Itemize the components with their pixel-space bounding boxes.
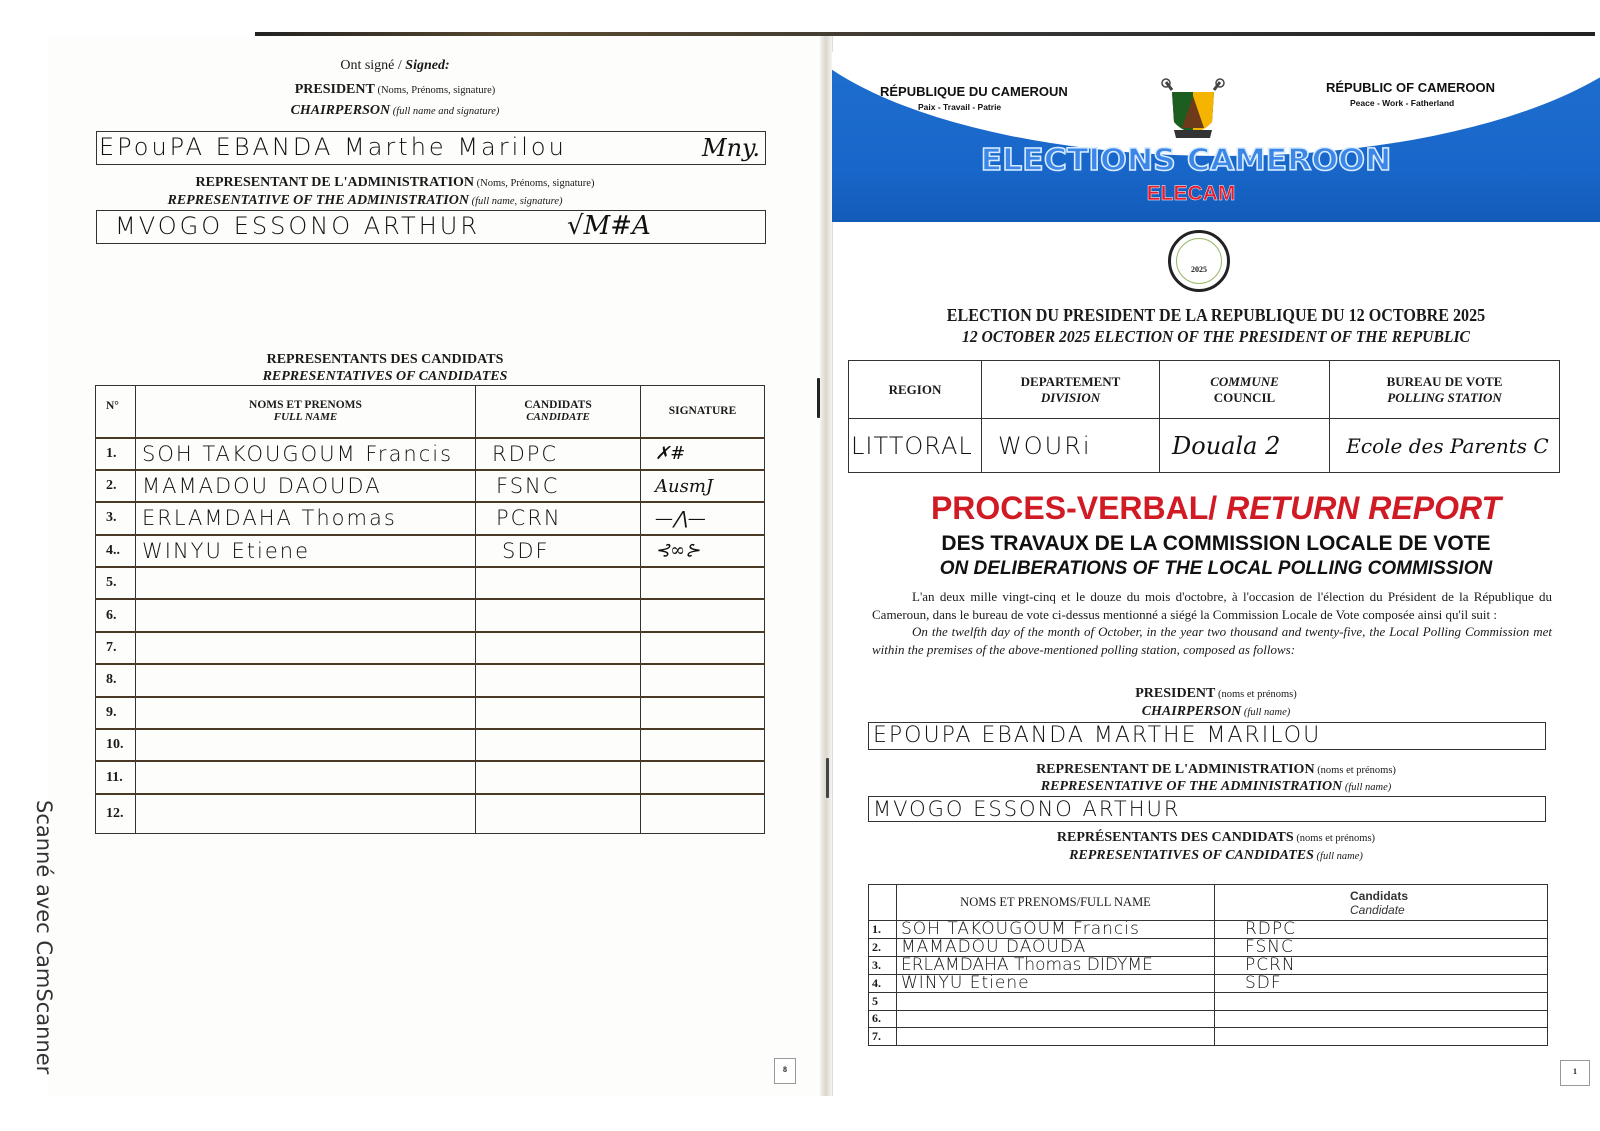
rep-name-cell[interactable]: ERLAMDAHA Thomas DIDYME [897, 957, 1215, 975]
signature-cell[interactable] [641, 599, 765, 631]
table-row: 1. SOH TAKOUGOUM Francis RDPC [869, 921, 1548, 939]
table-row: 8. [96, 664, 765, 696]
table-row: 2. MAMADOU DAOUDA FSNC [869, 939, 1548, 957]
polling-station-field[interactable]: Ecole des Parents C [1330, 419, 1560, 473]
council-field[interactable]: Douala 2 [1160, 419, 1330, 473]
r-administration-name-field[interactable]: MVOGO ESSONO ARTHUR [868, 796, 1546, 822]
signature-cell[interactable]: —⋀— [641, 502, 765, 534]
header-number [869, 885, 897, 921]
rep-name-cell[interactable] [136, 664, 476, 696]
signature-cell[interactable]: AusmJ [641, 470, 765, 502]
header-division: DEPARTEMENT DIVISION [982, 361, 1160, 419]
header-polling-station: BUREAU DE VOTE POLLING STATION [1330, 361, 1560, 419]
signature-cell[interactable] [641, 567, 765, 599]
binding-mark [826, 758, 829, 798]
table-row: 7. [869, 1028, 1548, 1046]
table-row: 11. [96, 761, 765, 793]
candidate-cell[interactable]: SDF [476, 535, 641, 567]
candidate-cell[interactable] [1215, 993, 1548, 1011]
r-president-label-fr: PRESIDENT (noms et prénoms) [1135, 686, 1297, 701]
org-name: ELECTIONS CAMEROON [980, 143, 1392, 178]
president-name-field[interactable] [96, 131, 766, 165]
signature-cell[interactable] [641, 697, 765, 729]
candidate-cell[interactable] [476, 664, 641, 696]
rep-name-cell[interactable]: MAMADOU DAOUDA [897, 939, 1215, 957]
rep-name-cell[interactable] [136, 697, 476, 729]
r-candidates-title-fr: REPRÉSENTANTS DES CANDIDATS (noms et prénoms) [1056, 830, 1376, 845]
intro-fr: L'an deux mille vingt-cinq et le douze du mois d'octobre, à l'occasion de l'élection du Président de la République du Cameroun, dans le bureau de vote ci-dessus mentionné a siégé la Commission Locale de Vote composée ainsi qu'il suit : [872, 589, 1552, 622]
header-council: COMMUNE COUNCIL [1160, 361, 1330, 419]
table-header-row [96, 386, 765, 438]
candidate-cell[interactable]: FSNC [476, 470, 641, 502]
header-signature: SIGNATURE [641, 386, 765, 438]
rep-name-cell[interactable]: SOH TAKOUGOUM Francis [897, 921, 1215, 939]
page-number-right: 1 [1560, 1060, 1590, 1086]
candidate-cell[interactable]: SDF [1215, 975, 1548, 993]
candidate-cell[interactable] [1215, 1010, 1548, 1028]
page-number-left: 8 [774, 1058, 796, 1084]
signature-cell[interactable] [641, 729, 765, 761]
table-row: 9. [96, 697, 765, 729]
republic-en: RÉPUBLIC OF CAMEROON [1326, 80, 1495, 95]
rep-name-cell[interactable] [136, 567, 476, 599]
intro-en: On the twelfth day of the month of October, in the year two thousand and twenty-five, the Local Polling Commission met within the premises of the above-mentioned polling station, composed as follows: [872, 624, 1552, 657]
candidate-cell[interactable] [476, 761, 641, 793]
header-number: N° [96, 386, 136, 438]
president-signature: Mny. [702, 134, 761, 162]
candidate-cell[interactable] [476, 599, 641, 631]
r-candidates-title-en: REPRESENTATIVES OF CANDIDATES (full name) [1069, 848, 1363, 863]
table-row: 2. MAMADOU DAOUDA FSNC AusmJ [96, 470, 765, 502]
rep-name-cell[interactable] [897, 1010, 1215, 1028]
signature-cell[interactable]: ✗# [641, 438, 765, 470]
rep-name-cell[interactable] [136, 632, 476, 664]
administration-name-field[interactable] [96, 210, 766, 244]
rep-name-cell[interactable] [136, 794, 476, 834]
org-acronym: ELECAM [1146, 182, 1236, 205]
table-row: 4.. WINYU Etiene SDF ⊰∞⊱ [96, 535, 765, 567]
candidate-cell[interactable]: FSNC [1215, 939, 1548, 957]
r-president-name-field[interactable]: EPOUPA EBANDA MARTHE MARILOU [868, 722, 1546, 750]
page-fold [820, 36, 832, 1096]
rep-name-cell[interactable] [897, 1028, 1215, 1046]
rep-name-cell[interactable]: WINYU Etiene [897, 975, 1215, 993]
table-row: 5 [869, 993, 1548, 1011]
candidate-cell[interactable]: RDPC [1215, 921, 1548, 939]
table-row: 10. [96, 729, 765, 761]
candidate-cell[interactable] [476, 729, 641, 761]
chairperson-label-en: CHAIRPERSON (full name and signature) [290, 103, 500, 118]
motto-fr: Paix - Travail - Patrie [918, 102, 1002, 112]
region-field[interactable]: LITTORAL [849, 419, 982, 473]
table-row: 7. [96, 632, 765, 664]
camscanner-watermark: Scanné avec CamScanner [32, 800, 56, 1075]
candidate-cell[interactable]: PCRN [476, 502, 641, 534]
table-row: 3. ERLAMDAHA Thomas PCRN —⋀— [96, 502, 765, 534]
table-row: 5. [96, 567, 765, 599]
report-title: PROCES-VERBAL/ RETURN REPORT [930, 490, 1502, 526]
r-administration-label-fr: REPRESENTANT DE L'ADMINISTRATION (noms et prénoms) [1036, 762, 1396, 777]
candidate-cell[interactable] [476, 794, 641, 834]
signed-heading: Ont signé / Signed: [340, 58, 450, 73]
seal-year: 2025 [1176, 238, 1222, 284]
signature-cell[interactable] [641, 632, 765, 664]
election-title-fr: ELECTION DU PRESIDENT DE LA REPUBLIQUE DU 12 OCTOBRE 2025 [946, 305, 1486, 325]
rep-name-cell[interactable] [136, 761, 476, 793]
table-header-row [869, 885, 1548, 921]
location-header-row [849, 361, 1560, 419]
r-chairperson-label-en: CHAIRPERSON (full name) [1141, 704, 1291, 719]
division-field[interactable]: WOURi [982, 419, 1160, 473]
header-region: REGION [849, 361, 982, 419]
candidate-cell[interactable] [476, 567, 641, 599]
signature-cell[interactable] [641, 794, 765, 834]
table-row: 12. [96, 794, 765, 834]
coat-of-arms-icon [1158, 78, 1228, 143]
candidate-cell[interactable]: PCRN [1215, 957, 1548, 975]
table-row: 6. [96, 599, 765, 631]
election-title-en: 12 OCTOBER 2025 ELECTION OF THE PRESIDENT OF THE REPUBLIC [962, 327, 1470, 346]
candidate-cell[interactable]: RDPC [476, 438, 641, 470]
intro-paragraph [872, 588, 1552, 658]
candidate-cell[interactable] [1215, 1028, 1548, 1046]
rep-name-cell[interactable]: MAMADOU DAOUDA [136, 470, 476, 502]
signature-cell[interactable] [641, 664, 765, 696]
r-candidate-representatives-table [868, 884, 1548, 1046]
president-name-value: EPouPA EBANDA Marthe Marilou [99, 133, 567, 161]
rep-name-cell[interactable]: ERLAMDAHA Thomas [136, 502, 476, 534]
location-values-row [849, 419, 1560, 473]
report-subtitle-fr: DES TRAVAUX DE LA COMMISSION LOCALE DE VOTE [941, 532, 1491, 555]
election-seal-icon [1168, 230, 1230, 292]
header-full-name: NOMS ET PRENOMS FULL NAME [136, 386, 476, 438]
header-candidate: CANDIDATS CANDIDATE [476, 386, 641, 438]
table-row: 6. [869, 1010, 1548, 1028]
administration-signature: √M#A [567, 211, 651, 241]
header-full-name: NOMS ET PRENOMS/FULL NAME [897, 885, 1215, 921]
motto-en: Peace - Work - Fatherland [1350, 98, 1455, 108]
candidates-title-fr: REPRESENTANTS DES CANDIDATS [266, 352, 504, 367]
republic-fr: RÉPUBLIQUE DU CAMEROUN [880, 84, 1068, 99]
candidate-cell[interactable] [476, 632, 641, 664]
signature-cell[interactable] [641, 761, 765, 793]
r-administration-label-en: REPRESENTATIVE OF THE ADMINISTRATION (full name) [1040, 779, 1392, 794]
signature-cell[interactable]: ⊰∞⊱ [641, 535, 765, 567]
rep-name-cell[interactable] [136, 729, 476, 761]
rep-name-cell[interactable]: WINYU Etiene [136, 535, 476, 567]
table-row: 4. WINYU Etiene SDF [869, 975, 1548, 993]
table-row: 1. SOH TAKOUGOUM Francis RDPC ✗# [96, 438, 765, 470]
president-label-fr: PRESIDENT (Noms, Prénoms, signature) [294, 82, 496, 97]
administration-name-value: MVOGO ESSONO ARTHUR [115, 212, 481, 240]
location-table [848, 360, 1560, 473]
candidates-title-en: REPRESENTATIVES OF CANDIDATES [262, 369, 508, 384]
candidate-cell[interactable] [476, 697, 641, 729]
header-candidate: Candidats Candidate [1215, 885, 1548, 921]
rep-name-cell[interactable] [136, 599, 476, 631]
binding-mark [817, 378, 820, 418]
rep-name-cell[interactable] [897, 993, 1215, 1011]
administration-label-fr: REPRESENTANT DE L'ADMINISTRATION (Noms, Prénoms, signature) [195, 175, 595, 190]
administration-label-en: REPRESENTATIVE OF THE ADMINISTRATION (full name, signature) [167, 193, 563, 208]
table-row: 3. ERLAMDAHA Thomas DIDYME PCRN [869, 957, 1548, 975]
report-subtitle-en: ON DELIBERATIONS OF THE LOCAL POLLING COMMISSION [939, 558, 1493, 579]
rep-name-cell[interactable]: SOH TAKOUGOUM Francis [136, 438, 476, 470]
candidate-representatives-table [95, 385, 765, 834]
